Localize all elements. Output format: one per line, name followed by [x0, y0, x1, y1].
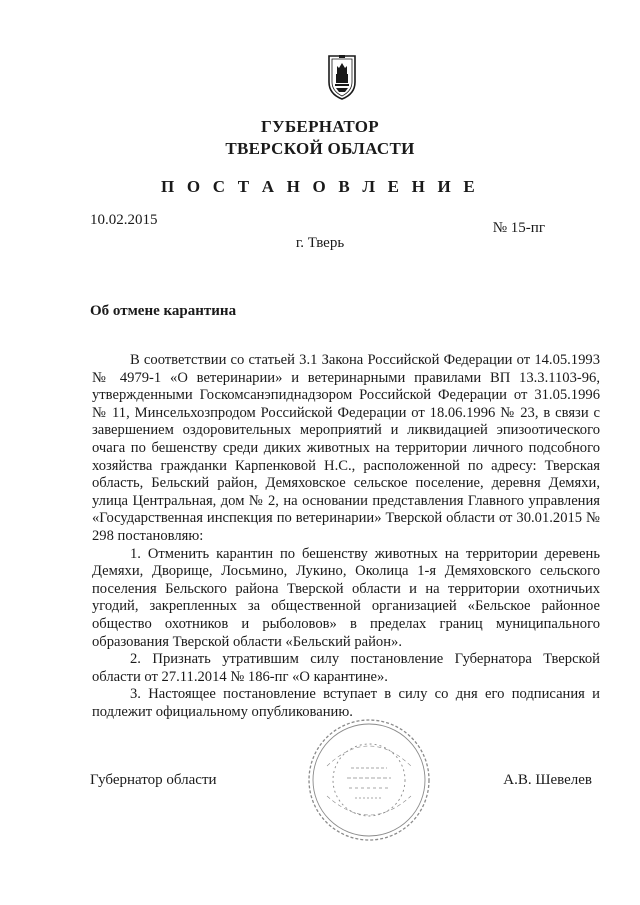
paragraph-item-3: 3. Настоящее постановление вступает в силу со дня его подписания и подлежит официальному опубликованию.	[92, 686, 600, 720]
official-seal-icon	[305, 716, 433, 844]
paragraph-item-2: 2. Признать утратившим силу постановление Губернатора Тверской области от 27.11.2014 № 186-пг «О карантине».	[92, 651, 600, 685]
paragraph-preamble: В соответствии со статьей 3.1 Закона Российской Федерации от 14.05.1993 № 4979-1 «О ветеринарии» и ветеринарными правилами ВП 13.3.1103-96, утвержденными Госкомсанэпиднадзором Российской Федерации от 31.05.1996 № 11, Минсельхозпродом Российской Федерации от 18.06.1996 № 23, в связи с завершением оздоровительных мероприятий и ликвидацией эпизоотического очага по бешенству среди диких животных на территории личного подсобного хозяйства гражданки Карпенковой Н.С., расположенной по адресу: Тверская область, Бельский район, Демяховское сельское поселение, деревня Демяхи, улица Центральная, дом № 2, на основании представления Главного управления «Государственная инспекция по ветеринарии» Тверской области от 30.01.2015 № 298 постановляю:	[92, 352, 600, 544]
org-title-line2: ТВЕРСКОЙ ОБЛАСТИ	[225, 139, 415, 158]
org-title-line1: ГУБЕРНАТОР	[261, 117, 379, 136]
document-city: г. Тверь	[295, 235, 345, 251]
document-body	[92, 352, 600, 721]
tver-coat-of-arms-icon	[327, 52, 357, 100]
document-type: П О С Т А Н О В Л Е Н И Е	[161, 177, 479, 196]
document-date: 10.02.2015	[90, 212, 158, 228]
signatory-title: Губернатор области	[90, 772, 217, 788]
paragraph-item-1: 1. Отменить карантин по бешенству животных на территории деревень Демяхи, Дворище, Лосьмино, Лукино, Околица 1-я Демяховского сельского поселения Бельского района Тверской области и на территории охотничьих угодий, закрепленных за общественной организацией «Бельское районное общество охотников и рыболовов» в пределах границ муниципального образования Тверской области «Бельский район».	[92, 545, 600, 650]
document-subject: Об отмене карантина	[90, 303, 237, 319]
document-number: № 15-пг	[492, 220, 545, 236]
signatory-name: А.В. Шевелев	[503, 772, 592, 788]
